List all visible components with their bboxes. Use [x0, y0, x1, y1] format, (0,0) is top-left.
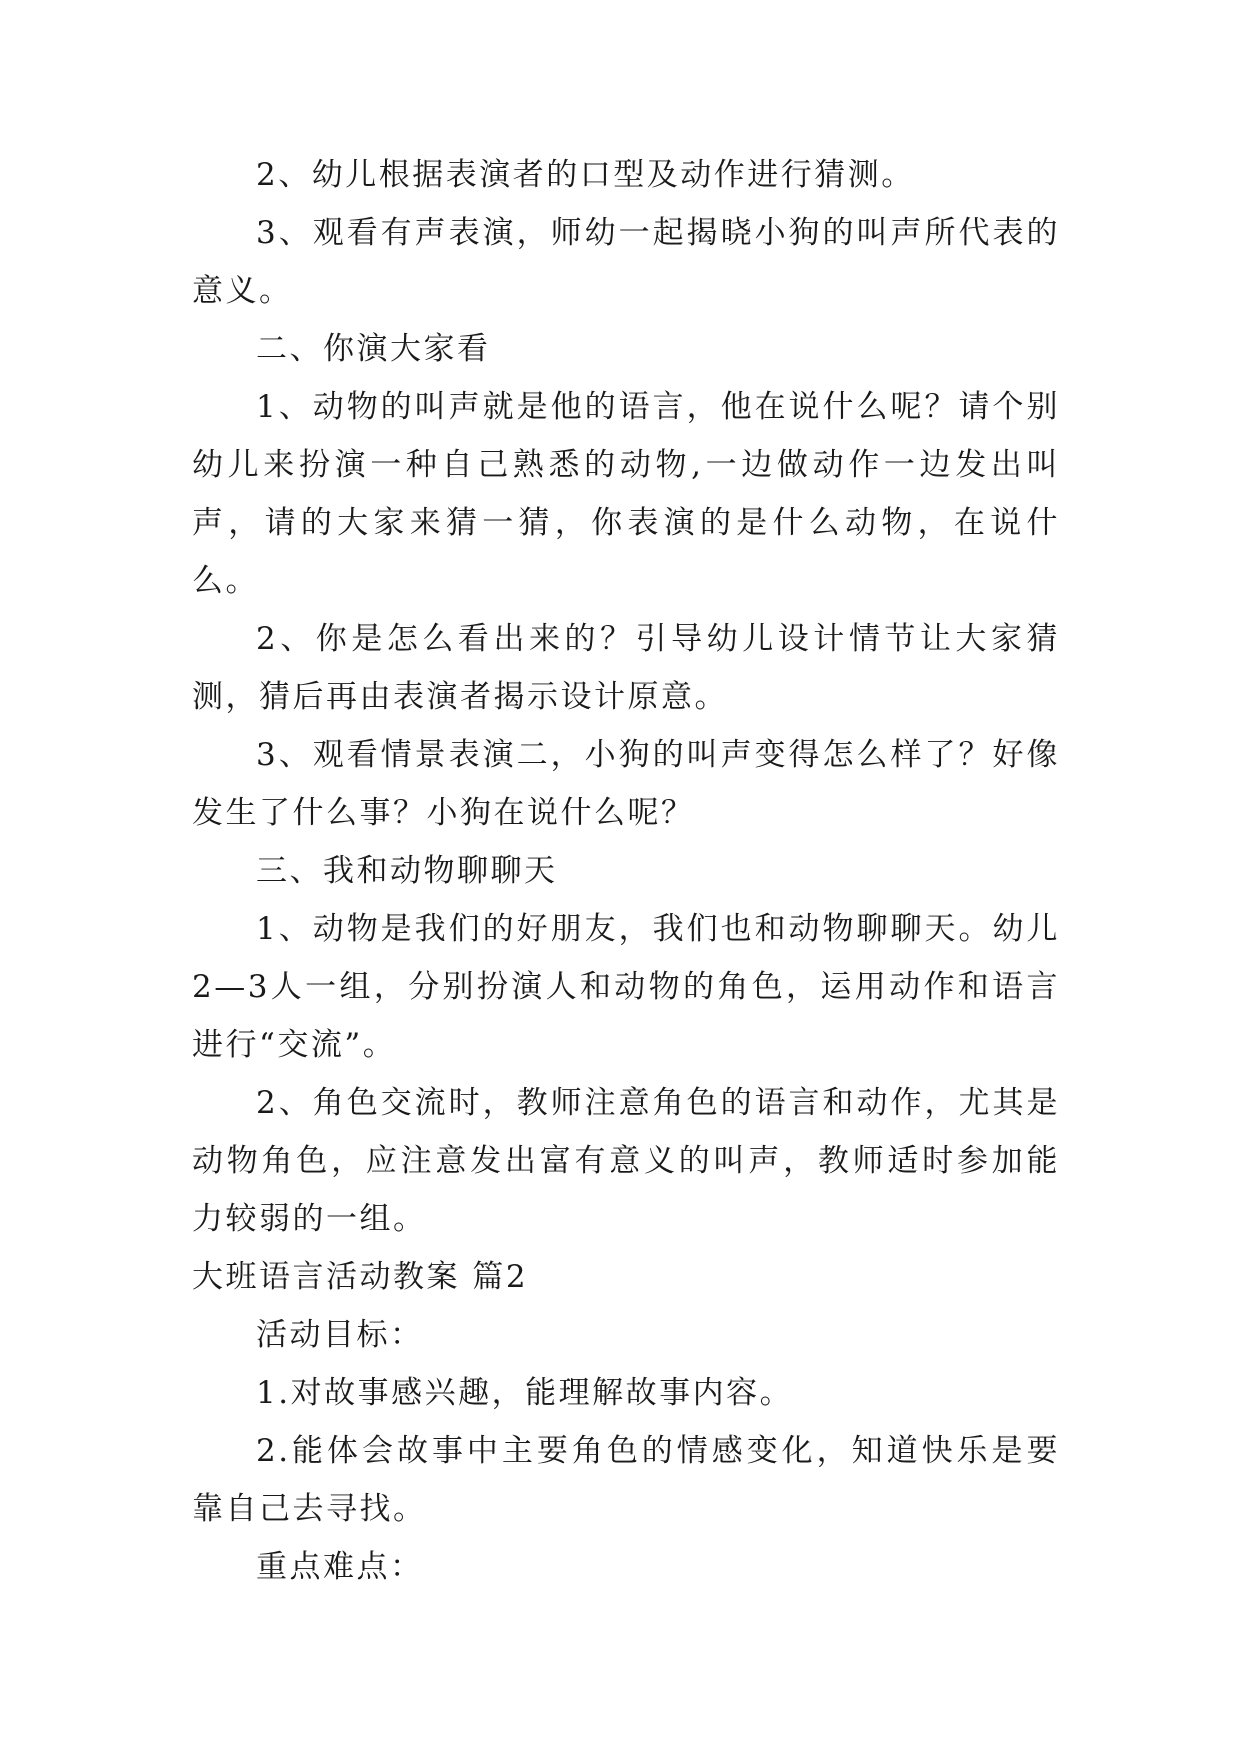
goal-item-2: 2.能体会故事中主要角色的情感变化，知道快乐是要靠自己去寻找。 [192, 1433, 1060, 1527]
section-heading-you-act: 二、你演大家看 [256, 331, 491, 367]
paragraph-animals-are-friends: 1、动物是我们的好朋友，我们也和动物聊聊天。幼儿2—3人一组，分别扮演人和动物的角色，运用动作和语言进行“交流”。 [192, 911, 1060, 1063]
document-page [192, 146, 1060, 1596]
paragraph-how-did-you-see: 2、你是怎么看出来的？引导幼儿设计情节让大家猜测，猜后再由表演者揭示设计原意。 [192, 621, 1060, 715]
paragraph-animal-language: 1、动物的叫声就是他的语言，他在说什么呢？请个别幼儿来扮演一种自己熟悉的动物,一边做动作一边发出叫声，请的大家来猜一猜，你表演的是什么动物，在说什么。 [192, 389, 1060, 599]
key-difficulties-heading: 重点难点： [256, 1549, 424, 1585]
paragraph-role-communication: 2、角色交流时，教师注意角色的语言和动作，尤其是动物角色，应注意发出富有意义的叫声，教师适时参加能力较弱的一组。 [192, 1085, 1060, 1237]
goal-item-1: 1.对故事感兴趣，能理解故事内容。 [256, 1375, 794, 1411]
section-heading-chat-with-animals: 三、我和动物聊聊天 [256, 853, 558, 889]
paragraph-sound-performance: 3、观看有声表演，师幼一起揭晓小狗的叫声所代表的意义。 [192, 215, 1060, 309]
paragraph-scene-performance-two: 3、观看情景表演二，小狗的叫声变得怎么样了？好像发生了什么事？小狗在说什么呢？ [192, 737, 1060, 831]
activity-goals-heading: 活动目标： [256, 1317, 424, 1353]
paragraph-guess-by-mouth: 2、幼儿根据表演者的口型及动作进行猜测。 [256, 157, 915, 193]
lesson-plan-title: 大班语言活动教案 篇2 [192, 1259, 529, 1295]
